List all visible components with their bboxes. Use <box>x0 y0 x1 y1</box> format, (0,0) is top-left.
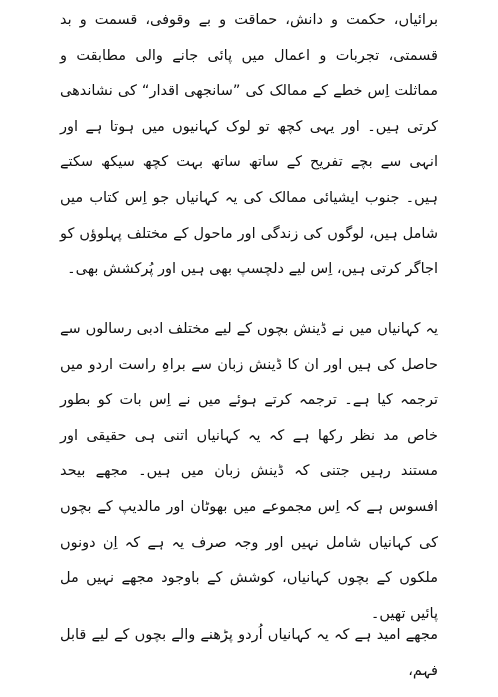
paragraph-2: یہ کہانیاں میں نے ڈینش بچوں کے لیے مختلف ادبی رسالوں سے حاصل کی ہیں اور ان کا ڈینش زبان سے براہِ راست اردو میں ترجمہ کیا ہے۔ ترجمہ کرتے ہوئے میں نے اِس بات کو بطور خاص مد نظر رکھا ہے کہ یہ کہانیاں اتنی ہی حقیقی اور مستند رہیں جتنی کہ ڈینش زبان میں ہیں۔ مجھے بیحد افسوس ہے کہ اِس مجموعے میں بھوٹان اور مالدیپ کے بچوں کی کہانیاں شامل نہیں اور وجہ صرف یہ ہے کہ اِن دونوں ملکوں کے بچوں کہانیاں، کوشش کے باوجود مجھے نہیں مل پائیں تھیں۔ <box>60 321 438 622</box>
paragraph-3: مجھے امید ہے کہ یہ کہانیاں اُردو پڑھنے والے بچوں کے لیے قابل فہم، <box>60 627 438 679</box>
paragraph-1: برائیاں، حکمت و دانش، حماقت و بے وقوفی، قسمت و بد قسمتی، تجربات و اعمال میں پائی جانے والی مطابقت و مماثلت اِس خطے کے ممالک کی ”سانجھی اقدار“ کی نشاندھی کرتی ہیں۔ اور یہی کچھ تو لوک کہانیوں میں ہوتا ہے اور انہی سے بچے تفریح کے ساتھ ساتھ بہت کچھ سیکھ سکتے ہیں۔ جنوب ایشیائی ممالک کی یہ کہانیاں جو اِس کتاب میں شامل ہیں، لوگوں کی زندگی اور ماحول کے مختلف پہلوؤں کو اجاگر کرتی ہیں، اِس لیے دلچسپ بھی ہیں اور پُرکشش بھی۔ <box>60 12 438 278</box>
